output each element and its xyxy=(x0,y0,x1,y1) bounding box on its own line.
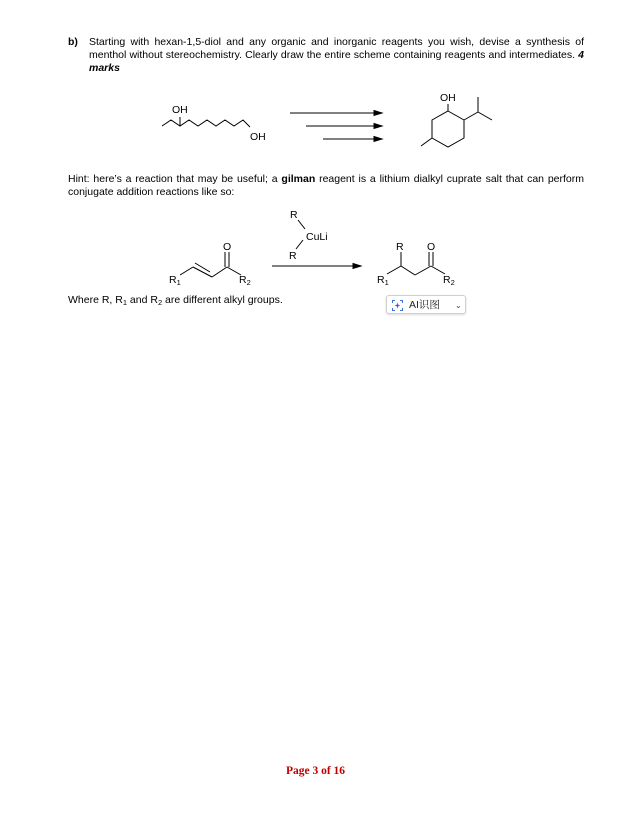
gilman-r-top-label: R xyxy=(290,209,298,221)
hint-prefix: Hint: here’s a reaction that may be useful; a xyxy=(68,173,278,185)
product-r2-label: R2 xyxy=(443,274,455,287)
question-body: Starting with hexan-1,5-diol and any organic and inorganic reagents you wish, devise a synthesis of menthol without stereochemistry. Clearly draw the entire scheme containing reagents and intermediates. xyxy=(89,36,584,61)
hint-paragraph xyxy=(68,173,584,199)
question-label: b) xyxy=(68,36,78,48)
ai-image-recognition-button[interactable] xyxy=(386,295,466,314)
enone-skeleton xyxy=(180,252,241,277)
multi-step-arrows xyxy=(290,111,382,142)
enone-o-label: O xyxy=(223,241,232,253)
sparkle-scan-icon xyxy=(392,300,403,311)
where-note: Where R, $R_1$ and $R_2$ are different alkyl groups. xyxy=(68,294,283,307)
chevron-down-icon: ⌄ xyxy=(455,301,462,310)
product-skeleton xyxy=(387,252,445,275)
conjugate-addition-arrow xyxy=(272,264,361,269)
gilman-culi-label: CuLi xyxy=(306,231,328,243)
gilman-r-bottom-label: R xyxy=(289,250,297,262)
hint-suffix: reagent is a lithium dialkyl cuprate salt that can perform conjugate addition reactions like so: xyxy=(68,173,585,198)
reactant-oh-label-2: OH xyxy=(250,131,266,143)
page-number: Page 3 of 16 xyxy=(285,765,346,777)
menthol-skeleton xyxy=(421,97,492,147)
product-r1-label: R1 xyxy=(377,274,389,287)
product-r-label: R xyxy=(396,241,404,253)
enone-r1-label: R1 xyxy=(169,274,181,287)
question-marks: 4 marks xyxy=(89,49,585,74)
gilman-reagent-bonds xyxy=(296,220,305,249)
product-oh-label: OH xyxy=(440,92,456,104)
hint-keyword: gilman xyxy=(281,173,316,185)
ai-button-label: AI识图 xyxy=(409,299,440,311)
product-o-label: O xyxy=(427,241,436,253)
reactant-oh-label: OH xyxy=(172,104,188,116)
enone-r2-label: R2 xyxy=(239,274,251,287)
hexanediol-skeleton xyxy=(162,117,250,127)
